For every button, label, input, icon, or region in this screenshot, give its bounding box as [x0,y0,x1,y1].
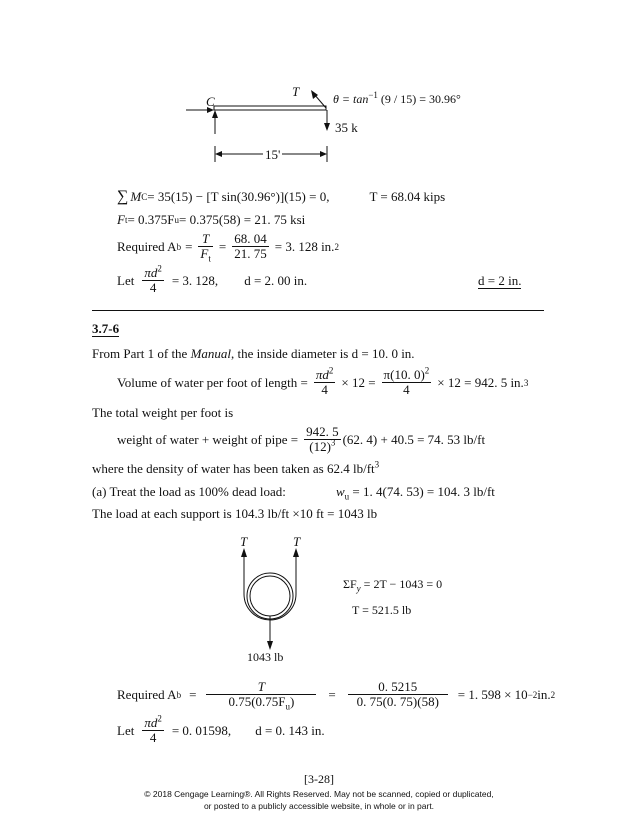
label-t-right: T [293,534,301,549]
label-c: C [206,94,215,109]
theta-equation: $\theta = \tan^{-1} (9 / 15) = 30.96^\circ$ [333,90,461,106]
pipe-hanger-diagram [230,540,320,660]
let-equation-2: Let $\frac{\pi d^2}{4}$ = 0. 01598, d = 0. 143 in. [117,713,325,745]
part-a-text: (a) Treat the load as 100% dead load: [92,484,286,499]
page-number: [3-28] [304,772,334,786]
pipe-outer [247,573,293,619]
required-area-equation-2: Required A b = $\frac{T}{0.75(0.75F_u)}$ = $\frac{0. 5215}{0. 75(0. 75)(58)}$ = 1. 598 × 10 −2 in. 2 [117,679,556,712]
moment-equation: ∑ M C = 35(15) − [T sin(30.96°)](15) = 0, T = 68.04 kips [117,188,446,205]
final-diameter: d = 2 in. [478,273,522,288]
copyright-line-2: or posted to a publicly accessible website, in whole or in part. [203,801,435,811]
let-equation-1: Let $\frac{\pi d^2}{4}$ = 3. 128, d = 2. 00 in. [117,263,308,295]
force-label: 35 k [335,120,358,135]
weight-equation: weight of water + weight of pipe = $\frac{942. 5}{(12)^3}$ (62. 4) + 40.5 = 74. 53 lb/ft [117,424,486,454]
intro-text: From Part 1 of the Manual, the inside diameter is d = 10. 0 in. [92,346,415,361]
total-weight-text: The total weight per foot is [92,405,234,420]
label-t: T [292,84,300,99]
copyright-line-1: © 2018 Cengage Learning®. All Rights Reserved. May not be scanned, copied or duplicated, [144,789,494,799]
label-t-left: T [240,534,248,549]
beam [214,106,326,110]
ft-equation: F t = 0.375F u = 0.375(58) = 21. 75 ksi [117,212,306,227]
span-label: 15' [265,147,281,162]
density-note: where the density of water has been taken as 62.4 $lb/ft^3$ [92,459,380,476]
section-heading: 3.7-6 [92,321,120,336]
pipe-inner [250,576,290,616]
volume-equation: Volume of water per foot of length = $\frac{\pi d^2}{4}$ × 12 = $\frac{\pi(10. 0)^2}{4}$ × 12 = 942. 5 in. 3 [117,365,529,397]
pipe-load-label: 1043 lb [247,650,284,664]
wu-equation: $w_u = 1$. 4(74. 53) = 104. 3 lb/ft [336,484,495,502]
required-area-equation-1: Required A b = $\frac{T}{F_t}$ = $\frac{68. 04}{21. 75}$ = 3. 128 in. 2 [117,231,339,264]
section-divider [92,310,544,311]
sum-fy-equation: $\Sigma F_y = 2T - 1043 = 0$ [343,577,443,594]
support-load-text: The load at each support is 104.3 lb/ft ×10 ft = 1043 lb [92,506,378,521]
t-result: T = 521.5 lb [352,603,412,617]
